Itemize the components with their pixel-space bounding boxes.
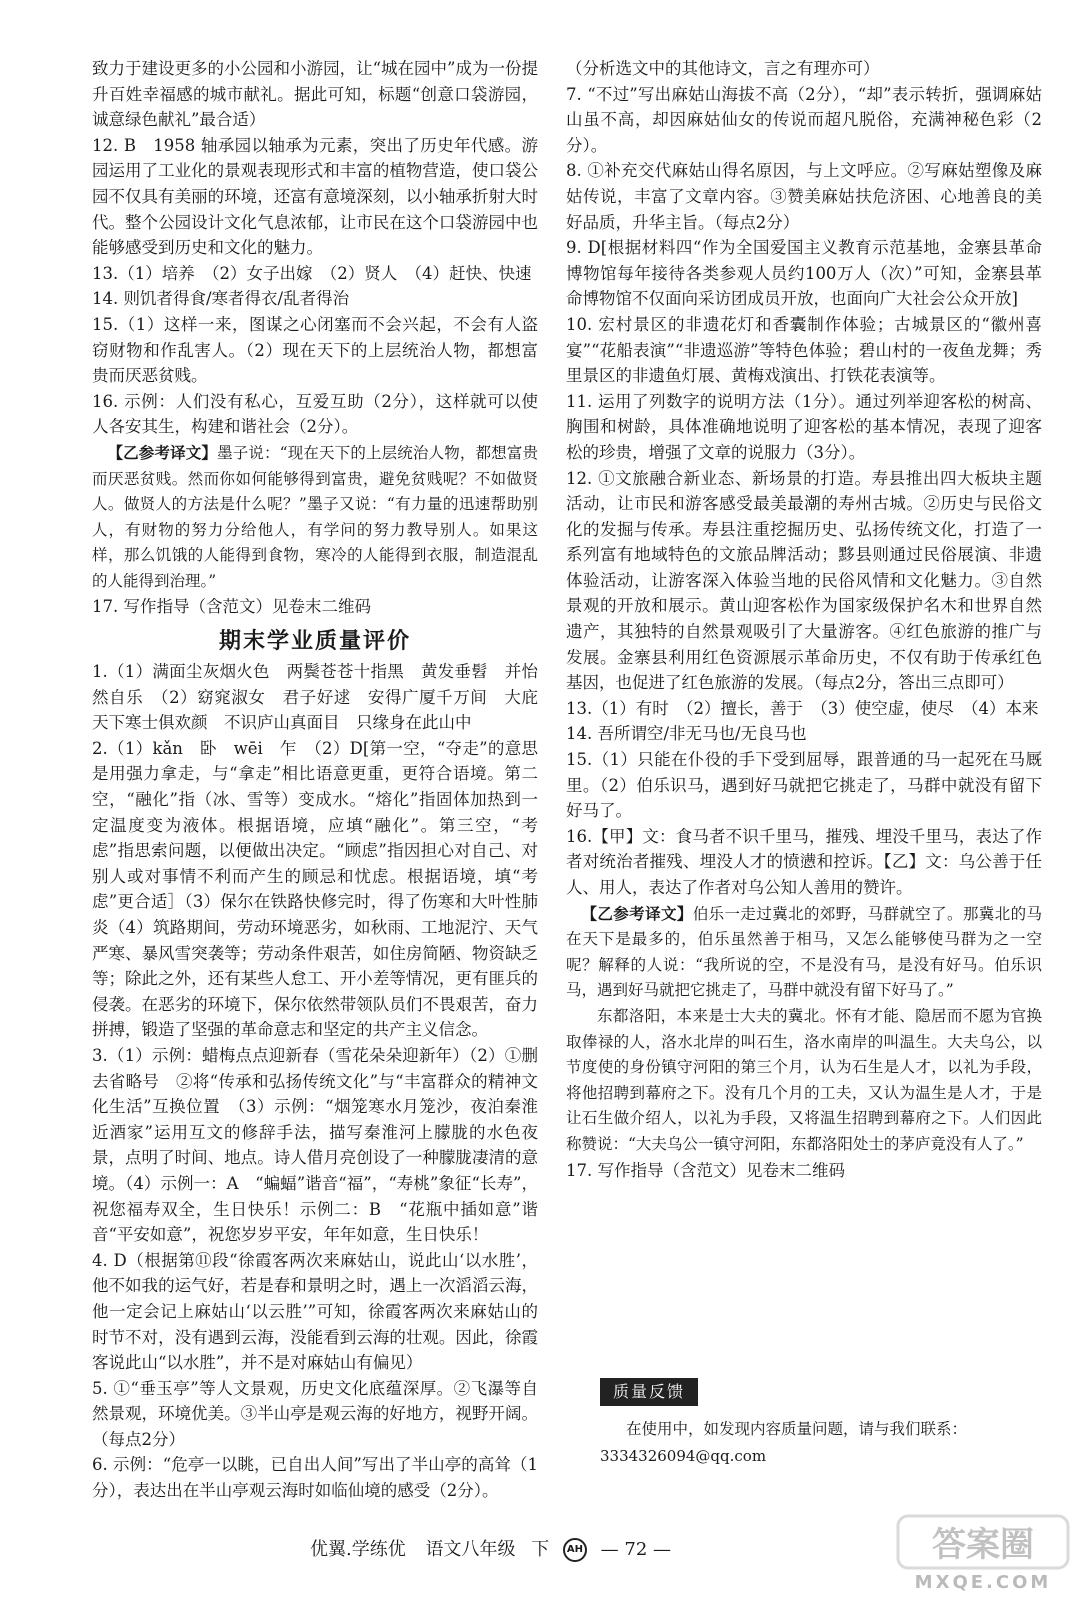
feedback-label: 质量反馈 <box>600 1378 698 1406</box>
translation-tag: 【乙参考译文】 <box>581 903 693 923</box>
answer-item: 11. 运用了列数字的说明方法（1分）。通过列举迎客松的树高、胸围和树龄，具体准确地说明了迎客松的基本情况，表现了迎客松的珍贵，增强了文章的说服力（3分）。 <box>566 391 1042 462</box>
answer-item: 13.（1）有时 （2）擅长，善于 （3）使空虚，使尽 （4）本来 <box>566 698 1039 718</box>
answer-item: 致力于建设更多的小公园和小游园，让“城在园中”成为一份提升百姓幸福感的城市献礼。据此可知，标题“创意口袋游园，诚意绿色献礼”最合适） <box>92 59 538 130</box>
translation-text: 墨子说：“现在天下的上层统治人物，都想富贵而厌恶贫贱。然而你如何能够得到富贵，避免贫贱呢？不如做贤人。做贤人的方法是什么呢？”墨子又说：“有力量的迅速帮助别人，有财物的努力分给他人，有学问的努力教导别人。如果这样，那么饥饿的人能得到食物，寒冷的人能得到衣服，制造混乱的人能得到治理。” <box>92 443 538 590</box>
answer-item: 17. 写作指导（含范文）见卷末二维码 <box>92 597 371 617</box>
section-heading: 期末学业质量评价 <box>218 629 411 655</box>
answer-item: 16.【甲】文：食马者不识千里马，摧残、埋没千里马，表达了作者对统治者摧残、埋没人才的愤懑和控诉。【乙】文：乌公善于任人、用人，表达了作者对乌公知人善用的赞许。 <box>566 826 1042 897</box>
answer-item: 7. “不过”写出麻姑山海拔不高（2分），“却”表示转折，强调麻姑山虽不高，却因麻姑仙女的传说而超凡脱俗，充满神秘色彩（2分）。 <box>566 84 1042 155</box>
page-footer <box>310 1535 830 1565</box>
answer-item: 3.（1）示例：蜡梅点点迎新春（雪花朵朵迎新年）（2）①删去省略号 ②将“传承和弘扬传统文化”与“丰富群众的精神文化生活”互换位置 （3）示例：“烟笼寒水月笼沙，夜泊秦淮近酒家”运用互文的修辞手法，描写秦淮河上朦胧的水色夜景，点明了时间、地点。诗人借月亮创设了一种朦胧凄清的意境。（4）示例一：A “蝙蝠”谐音“福”，“寿桃”象征“长寿”，祝您福寿双全，生日快乐！示例二：B “花瓶中插如意”谐音“平安如意”，祝您岁岁平安，年年如意，生日快乐！ <box>92 1045 538 1245</box>
answer-item: 14. 则饥者得食/寒者得衣/乱者得治 <box>92 289 350 309</box>
answer-item: 12. B 1958 轴承园以轴承为元素，突出了历史年代感。游园运用了工业化的景观表现形式和丰富的植物营造，使口袋公园不仅具有美丽的环境，还富有意境深刻，以小轴承折射大时代。整个公园设计文化气息浓郁，让市民在这个口袋游园中也能够感受到历史和文化的魅力。 <box>92 135 538 258</box>
answer-item: 1.（1）满面尘灰烟火色 两鬓苍苍十指黑 黄发垂髫 并怡然自乐 （2）窈窕淑女 君子好逑 安得广厦千万间 大庇天下寒士俱欢颜 不识庐山真面目 只缘身在此山中 <box>92 662 538 733</box>
footer-subject: 语文八年级 <box>425 1539 516 1560</box>
answer-item: 15.（1）只能在仆役的手下受到屈辱，跟普通的马一起死在马厩里。（2）伯乐识马，遇到好马就把它挑走了，马群中就没有留下好马了。 <box>566 750 1042 821</box>
watermark-logo-text: 答案圈 <box>932 1525 1034 1565</box>
translation-tag: 【乙参考译文】 <box>107 442 218 462</box>
answer-item: 10. 宏村景区的非遗花灯和香囊制作体验；古城景区的“徽州喜宴”“花船表演”“非遗巡游”等特色体验；碧山村的一夜鱼龙舞；秀里景区的非遗鱼灯展、黄梅戏演出、打铁花表演等。 <box>566 314 1042 386</box>
answer-item: 9. D[根据材料四“作为全国爱国主义教育示范基地，金寨县革命博物馆每年接待各类参观人员约100万人（次）”可知，金寨县革命博物馆不仅面向采访团成员开放，也面向广大社会公众开放] <box>566 238 1042 309</box>
answer-item: （分析选文中的其他诗文，言之有理亦可） <box>566 59 880 78</box>
translation-paragraph: 东都洛阳，本来是士大夫的冀北。怀有才能、隐居而不愿为官换取俸禄的人，洛水北岸的叫石生，洛水南岸的叫温生。大夫乌公，以节度使的身份镇守河阳的第三个月，认为石生是人才，以礼为手段，将他招聘到幕府之下。没有几个月的工夫，又认为温生是人才，于是让石生做介绍人，以礼为手段，又将温生招聘到幕府之下。人们因此称赞说：“大夫乌公一镇守河阳，东都洛阳处士的茅庐竟没有人了。” <box>566 1006 1042 1153</box>
answer-item: 5. ①“垂玉亭”等人文景观，历史文化底蕴深厚。②飞瀑等自然景观，环境优美。③半山亭是观云海的好地方，视野开阔。（每点2分） <box>92 1378 538 1449</box>
left-column <box>92 56 538 1504</box>
watermark-logo <box>890 1510 1080 1595</box>
answer-item: 2.（1）kǎn 卧 wēi 乍 （2）D[第一空，“夺走”的意思是用强力拿走，与“拿走”相比语意更重，更符合语境。第二空，“融化”指（冰、雪等）变成水。“熔化”指固体加热到一定温度变为液体。根据语境，应填“融化”。第三空，“考虑”指思索问题，以便做出决定。“顾虑”指因担心对自己、对别人或对事情不利而产生的顾忌和忧虑。根据语境，填“考虑”更合适］（3）保尔在铁路快修完时，得了伤寒和大叶性肺炎（4）筑路期间，劳动环境恶劣，如秋雨、工地泥泞、天气严寒、暴风雪突袭等；劳动条件艰苦，如住房简陋、物资缺乏等；除此之外，还有某些人怠工、开小差等情况，更有匪兵的侵袭。在恶劣的环境下，保尔依然带领队员们不畏艰苦，奋力拼搏，锻造了坚强的革命意志和坚定的共产主义信念。 <box>92 738 538 1040</box>
answer-item: 8. ①补充交代麻姑山得名原因，与上文呼应。②写麻姑塑像及麻姑传说，丰富了文章内容。③赞美麻姑扶危济困、心地善良的美好品质，升华主旨。（每点2分） <box>566 161 1042 232</box>
footer-brand: 优翼.学练优 <box>310 1539 406 1560</box>
page-number: — 72 — <box>600 1539 672 1560</box>
footer-volume: 下 <box>531 1539 550 1560</box>
answer-item: 14. 吾所谓空/非无马也/无良马也 <box>566 724 807 744</box>
watermark-url: MXQE.COM <box>914 1572 1052 1593</box>
answer-item: 15.（1）这样一来，图谋之心闭塞而不会兴起，不会有人盗窃财物和作乱害人。（2）现在天下的上层统治人物，都想富贵而厌恶贫贱。 <box>92 314 538 386</box>
reference-translation <box>92 440 538 595</box>
translation-text: 伯乐一走过冀北的郊野，马群就空了。那冀北的马在天下是最多的，伯乐虽然善于相马，又怎么能够使马群为之一空呢？解释的人说：“我所说的空，不是没有马，是没有好马。伯乐识马，遇到好马就把它挑走了，马群中就没有留下好马了。” <box>566 904 1042 1000</box>
right-column <box>566 56 1042 1183</box>
answer-item: 16. 示例：人们没有私心，互爱互助（2分），这样就可以使人各安其生，构建和谐社会（2分）。 <box>92 391 538 437</box>
reference-translation <box>566 901 1042 1004</box>
region-badge-icon: AH <box>563 1538 587 1562</box>
answer-item: 13.（1）培养 （2）女子出嫁 （2）贤人 （4）赶快、快速 <box>92 263 532 283</box>
answer-item: 12. ①文旅融合新业态、新场景的打造。寿县推出四大板块主题活动，让市民和游客感受最美最潮的寿州古城。②历史与民俗文化的发掘与传承。寿县注重挖掘历史、弘扬传统文化，打造了一系列富有地域特色的文旅品牌活动；黟县则通过民俗展演、非遗体验活动，让游客深入体验当地的民俗风情和文化魅力。③自然景观的开放和展示。黄山迎客松作为国家级保护名木和世界自然遗产，其独特的自然景观吸引了大量游客。④红色旅游的推广与发展。金寨县利用红色资源展示革命历史，不仅有助于传承红色基因，也促进了红色旅游的发展。（每点2分，答出三点即可） <box>566 468 1042 693</box>
feedback-text: 在使用中，如发现内容质量问题，请与我们联系： <box>626 1420 968 1438</box>
answer-item: 17. 写作指导（含范文）见卷末二维码 <box>566 1160 845 1180</box>
answer-item: 6. 示例：“危亭一以眺，已自出人间”写出了半山亭的高耸（1分），表达出在半山亭观云海时如临仙境的感受（2分）。 <box>92 1455 538 1501</box>
feedback-email: 3334326094@qq.com <box>600 1447 767 1465</box>
answer-item: 4. D（根据第⑪段“徐霞客两次来麻姑山，说此山‘以水胜’，他不如我的运气好，若是春和景明之时，遇上一次滔滔云海，他一定会记上麻姑山‘以云胜’”可知，徐霞客两次来麻姑山的时节不对，没有遇到云海，没能看到云海的壮观。因此，徐霞客说此山“以水胜”，并不是对麻姑山有偏见） <box>92 1250 538 1373</box>
